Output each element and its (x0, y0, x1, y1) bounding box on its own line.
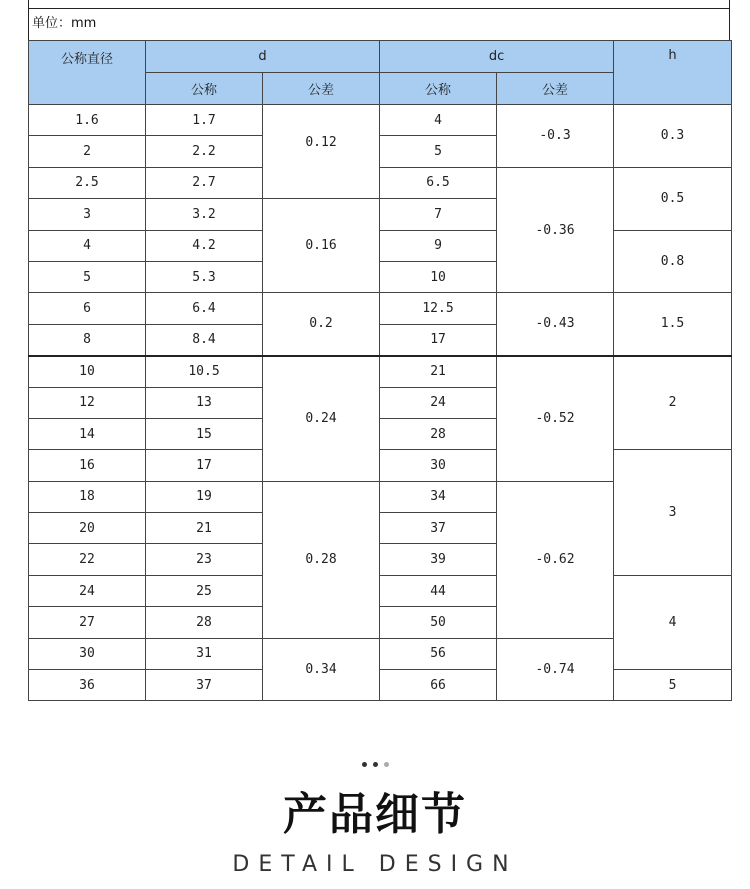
dc-cell: 24 (380, 387, 497, 418)
dc-cell: 28 (380, 418, 497, 449)
d-cell: 31 (146, 638, 263, 669)
size-cell: 5 (29, 261, 146, 292)
header-dc: dc (380, 41, 614, 73)
size-cell: 24 (29, 575, 146, 606)
h-cell: 0.5 (614, 167, 732, 230)
header-d-nominal: 公称 (146, 73, 263, 105)
washer-spec-table (28, 40, 732, 701)
size-cell: 4 (29, 230, 146, 261)
size-cell: 12 (29, 387, 146, 418)
dc-cell: 37 (380, 513, 497, 544)
table-row (29, 167, 732, 198)
h-cell: 0.8 (614, 230, 732, 293)
size-cell: 2 (29, 136, 146, 167)
d-cell: 3.2 (146, 199, 263, 230)
d-cell: 23 (146, 544, 263, 575)
size-cell: 14 (29, 418, 146, 449)
dc-tolerance-cell: -0.62 (497, 481, 614, 638)
dc-cell: 10 (380, 261, 497, 292)
table-row (29, 670, 732, 701)
d-cell: 4.2 (146, 230, 263, 261)
section-subtitle: DETAIL DESIGN (232, 852, 518, 877)
d-cell: 10.5 (146, 356, 263, 387)
dc-tolerance-cell: -0.74 (497, 638, 614, 701)
dc-tolerance-cell: -0.3 (497, 105, 614, 168)
h-cell: 0.3 (614, 105, 732, 168)
size-cell: 1.6 (29, 105, 146, 136)
d-cell: 21 (146, 513, 263, 544)
dc-cell: 34 (380, 481, 497, 512)
table-row (29, 293, 732, 324)
d-cell: 8.4 (146, 324, 263, 355)
header-d-tolerance: 公差 (263, 73, 380, 105)
dc-cell: 56 (380, 638, 497, 669)
unit-label: 单位：mm (28, 8, 730, 41)
d-tolerance-cell: 0.12 (263, 105, 380, 199)
d-tolerance-cell: 0.2 (263, 293, 380, 356)
header-d: d (146, 41, 380, 73)
dc-cell: 12.5 (380, 293, 497, 324)
dc-cell: 6.5 (380, 167, 497, 198)
header-h: h (614, 41, 732, 105)
table-top-edge (28, 0, 730, 8)
dc-cell: 4 (380, 105, 497, 136)
d-cell: 37 (146, 670, 263, 701)
dc-cell: 7 (380, 199, 497, 230)
d-cell: 19 (146, 481, 263, 512)
size-cell: 30 (29, 638, 146, 669)
dc-cell: 50 (380, 607, 497, 638)
size-cell: 18 (29, 481, 146, 512)
h-cell: 3 (614, 450, 732, 576)
size-cell: 3 (29, 199, 146, 230)
dc-cell: 66 (380, 670, 497, 701)
section-dots (0, 752, 750, 771)
dc-tolerance-cell: -0.52 (497, 356, 614, 482)
dc-cell: 9 (380, 230, 497, 261)
h-cell: 2 (614, 356, 732, 450)
dc-cell: 5 (380, 136, 497, 167)
size-cell: 20 (29, 513, 146, 544)
d-tolerance-cell: 0.16 (263, 199, 380, 293)
dc-cell: 44 (380, 575, 497, 606)
d-cell: 5.3 (146, 261, 263, 292)
d-cell: 6.4 (146, 293, 263, 324)
d-tolerance-cell: 0.24 (263, 356, 380, 482)
dc-cell: 21 (380, 356, 497, 387)
dot-marker (373, 762, 378, 767)
h-cell: 1.5 (614, 293, 732, 356)
size-cell: 36 (29, 670, 146, 701)
d-cell: 2.7 (146, 167, 263, 198)
header-dc-nominal: 公称 (380, 73, 497, 105)
d-tolerance-cell: 0.28 (263, 481, 380, 638)
size-cell: 2.5 (29, 167, 146, 198)
size-cell: 10 (29, 356, 146, 387)
table-row (29, 356, 732, 387)
size-cell: 27 (29, 607, 146, 638)
header-nominal-diameter: 公称直径 (29, 41, 146, 105)
d-cell: 28 (146, 607, 263, 638)
h-cell: 4 (614, 575, 732, 669)
d-cell: 2.2 (146, 136, 263, 167)
size-cell: 8 (29, 324, 146, 355)
d-cell: 25 (146, 575, 263, 606)
d-tolerance-cell: 0.34 (263, 638, 380, 701)
dc-cell: 17 (380, 324, 497, 355)
dc-cell: 39 (380, 544, 497, 575)
size-cell: 16 (29, 450, 146, 481)
table-row (29, 230, 732, 261)
d-cell: 1.7 (146, 105, 263, 136)
d-cell: 15 (146, 418, 263, 449)
dc-tolerance-cell: -0.43 (497, 293, 614, 356)
table-row (29, 575, 732, 606)
size-cell: 6 (29, 293, 146, 324)
size-cell: 22 (29, 544, 146, 575)
table-row (29, 105, 732, 136)
table-row (29, 450, 732, 481)
dc-cell: 30 (380, 450, 497, 481)
d-cell: 13 (146, 387, 263, 418)
dot-marker (362, 762, 367, 767)
section-title: 产品细节 (283, 789, 467, 840)
dc-tolerance-cell: -0.36 (497, 167, 614, 293)
d-cell: 17 (146, 450, 263, 481)
dot-marker (384, 762, 389, 767)
h-cell: 5 (614, 670, 732, 701)
header-dc-tolerance: 公差 (497, 73, 614, 105)
